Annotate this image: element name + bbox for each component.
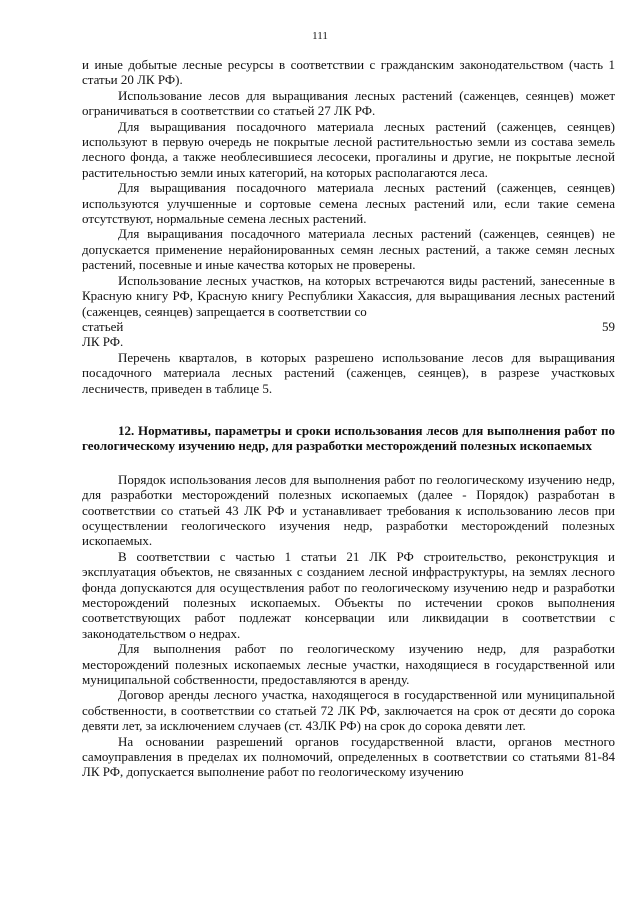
paragraph-1: и иные добытые лесные ресурсы в соответствии с гражданским законодательством (часть 1 статьи 20 ЛК РФ).	[82, 57, 615, 88]
paragraph-12: На основании разрешений органов государственной власти, органов местного самоуправления в пределах их полномочий, определенных в соответствии со статьями 81-84 ЛК РФ, допускается выполнение работ по геологическому изучению	[82, 733, 615, 780]
paragraph-9: В соответствии с частью 1 статьи 21 ЛК РФ строительство, реконструкция и эксплуатация объектов, не связанных с созданием лесной инфраструктуры, на землях лесного фонда допускаются для осуществления работ по геологическому изучению недр и разработки месторождений полезных ископаемых. Объекты по истечении сроков выполнения соответствующих работ подлежат консервации или ликвидации в соответствии с законодательством о недрах.	[82, 548, 615, 641]
paragraph-7: Перечень кварталов, в которых разрешено использование лесов для выращивания посадочного материала лесных растений (саженцев, сеянцев), в разрезе участковых лесничеств, приведен в таблице 5.	[82, 349, 615, 396]
paragraph-6	[82, 273, 615, 350]
section-heading: 12. Нормативы, параметры и сроки использования лесов для выполнения работ по геологическому изучению недр, для разработки месторождений полезных ископаемых	[82, 422, 615, 454]
paragraph-8: Порядок использования лесов для выполнения работ по геологическому изучению недр, для разработки месторождений полезных ископаемых (далее - Порядок) разработан в соответствии со статьей 43 ЛК РФ и устанавливает требования к использованию лесов при осуществлении геологического изучения недр, разработки месторождений полезных ископаемых.	[82, 471, 615, 549]
paragraph-3: Для выращивания посадочного материала лесных растений (саженцев, сеянцев) используют в первую очередь не покрытые лесной растительностью земли из состава земель лесного фонда, а также необлесившиеся лесосеки, прогалины и другие, не покрытые лесной растительностью земли иных категорий, на которых располагаются леса.	[82, 118, 615, 180]
paragraph-6-split-line	[82, 319, 615, 334]
paragraph-4: Для выращивания посадочного материала лесных растений (саженцев, сеянцев) используются улучшенные и сортовые семена лесных растений или, если такие семена отсутствуют, нормальные семена лесных растений.	[82, 180, 615, 227]
paragraph-6-split-left: статьей	[82, 318, 124, 334]
page-number: 111	[312, 30, 328, 42]
paragraph-11: Договор аренды лесного участка, находящегося в государственной или муниципальной собственности, в соответствии со статьей 72 ЛК РФ, заключается на срок от десяти до сорока девяти лет, за исключением случаев (ст. 43ЛК РФ) на срок до сорока девяти лет.	[82, 687, 615, 734]
document-body	[82, 57, 615, 780]
paragraph-6-main: Использование лесных участков, на которых встречаются виды растений, занесенные в Красную книгу РФ, Красную книгу Республики Хакассия, для выращивания лесных растений (саженцев, сеянцев) запрещается в соответствии со	[82, 272, 615, 319]
paragraph-5: Для выращивания посадочного материала лесных растений (саженцев, сеянцев) не допускается применение нерайонированных семян лесных растений, а также семян лесных растений, посевные и иные качества которых не проверены.	[82, 226, 615, 273]
paragraph-6-tail: ЛК РФ.	[82, 334, 124, 350]
paragraph-10: Для выполнения работ по геологическому изучению недр, для разработки месторождений полезных ископаемых лесные участки, находящиеся в государственной или муниципальной собственности, предоставляются в аренду.	[82, 641, 615, 688]
paragraph-6-split-right: 59	[602, 318, 615, 334]
paragraph-2: Использование лесов для выращивания лесных растений (саженцев, сеянцев) может ограничиваться в соответствии со статьей 27 ЛК РФ.	[82, 87, 615, 119]
